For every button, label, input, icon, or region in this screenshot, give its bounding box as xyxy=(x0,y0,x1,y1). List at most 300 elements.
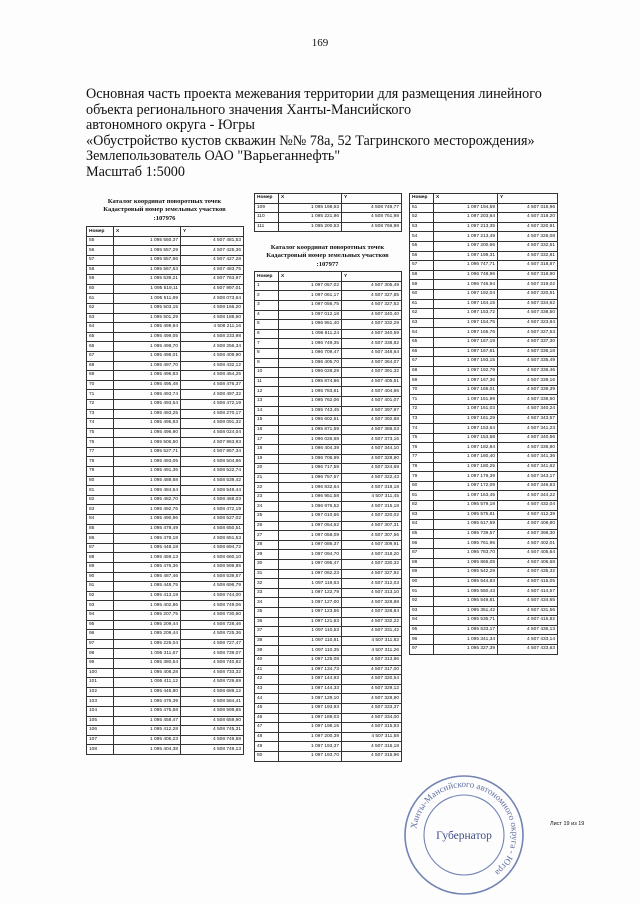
point-number: 57 xyxy=(410,261,434,271)
table-row xyxy=(255,377,402,387)
point-number: 75 xyxy=(87,428,114,438)
point-number: 7 xyxy=(255,339,279,349)
point-number: 5 xyxy=(255,320,279,330)
coordinate-x: 1 097 144,93 xyxy=(279,675,342,685)
table-row xyxy=(87,735,244,745)
coordinate-x: 1 095 406,23 xyxy=(114,735,181,745)
coordinate-y: 4 507 433,63 xyxy=(498,644,558,654)
table-row xyxy=(410,481,558,491)
point-number: 47 xyxy=(255,723,279,733)
point-number: 97 xyxy=(410,644,434,654)
point-number: 68 xyxy=(410,366,434,376)
header-line-4: «Обустройство кустов скважин №№ 78а, 52 Тагринского месторождения» xyxy=(86,132,535,149)
table-row xyxy=(87,476,244,486)
coordinate-x: 1 095 476,36 xyxy=(114,563,181,573)
point-number: 36 xyxy=(255,617,279,627)
table-row xyxy=(87,265,244,275)
point-number: 58 xyxy=(87,265,114,275)
point-number: 34 xyxy=(255,598,279,608)
point-number: 20 xyxy=(255,464,279,474)
column-header-y: Y xyxy=(498,194,558,204)
coordinate-y: 4 507 434,65 xyxy=(498,596,558,606)
point-number: 59 xyxy=(87,275,114,285)
point-number: 48 xyxy=(255,732,279,742)
point-number: 85 xyxy=(87,524,114,534)
point-number: 30 xyxy=(255,560,279,570)
point-number: 107 xyxy=(87,735,114,745)
coordinate-x: 1 095 225,04 xyxy=(114,639,181,649)
point-number: 79 xyxy=(410,472,434,482)
coordinate-x: 1 095 506,50 xyxy=(114,438,181,448)
coordinate-y: 4 507 324,69 xyxy=(342,464,402,474)
coordinate-y: 4 507 425,36 xyxy=(181,246,244,256)
table-row xyxy=(87,380,244,390)
point-number: 19 xyxy=(255,454,279,464)
point-number: 90 xyxy=(410,577,434,587)
coordinate-x: 1 095 479,49 xyxy=(114,524,181,534)
coordinate-y: 4 507 957,34 xyxy=(181,447,244,457)
coordinate-x: 1 097 179,39 xyxy=(434,472,498,482)
table-row xyxy=(410,289,558,299)
table-row xyxy=(87,419,244,429)
table-row xyxy=(87,716,244,726)
coordinate-y: 4 508 188,60 xyxy=(181,313,244,323)
coordinate-x: 1 095 783,70 xyxy=(434,548,498,558)
coordinate-y: 4 507 313,10 xyxy=(342,588,402,598)
table-row xyxy=(255,425,402,435)
coordinate-x: 1 097 054,62 xyxy=(279,521,342,531)
coordinate-y: 4 508 739,07 xyxy=(181,649,244,659)
point-number: 70 xyxy=(410,385,434,395)
coordinate-y: 4 508 733,32 xyxy=(181,668,244,678)
coordinate-x: 1 095 539,21 xyxy=(114,275,181,285)
point-number: 92 xyxy=(410,596,434,606)
table-row xyxy=(410,318,558,328)
point-number: 79 xyxy=(87,467,114,477)
point-number: 71 xyxy=(410,395,434,405)
point-number: 90 xyxy=(87,572,114,582)
coordinate-y: 4 507 320,51 xyxy=(498,289,558,299)
point-number: 35 xyxy=(255,608,279,618)
point-number: 93 xyxy=(87,601,114,611)
table-row xyxy=(87,457,244,467)
point-number: 84 xyxy=(410,520,434,530)
coordinate-y: 4 508 472,19 xyxy=(181,505,244,515)
point-number: 99 xyxy=(87,658,114,668)
table-row xyxy=(87,649,244,659)
coordinate-x: 1 097 061,17 xyxy=(279,291,342,301)
coordinate-x: 1 095 411,12 xyxy=(114,678,181,688)
coordinate-x: 1 097 110,81 xyxy=(279,636,342,646)
coordinate-x: 1 097 110,53 xyxy=(279,627,342,637)
table-row xyxy=(410,414,558,424)
table-row xyxy=(255,713,402,723)
coordinate-y: 4 508 539,42 xyxy=(181,476,244,486)
point-number: 41 xyxy=(255,665,279,675)
coordinate-y: 4 508 522,74 xyxy=(181,467,244,477)
coordinate-y: 4 508 073,64 xyxy=(181,294,244,304)
coordinate-x: 1 097 153,72 xyxy=(434,309,498,319)
coordinate-y: 4 507 317,00 xyxy=(342,665,402,675)
coordinate-y: 4 508 497,32 xyxy=(181,390,244,400)
point-number: 87 xyxy=(410,548,434,558)
table-header-row xyxy=(255,194,402,204)
coordinate-y: 4 507 336,80 xyxy=(498,443,558,453)
coordinate-y: 4 508 749,13 xyxy=(181,745,244,755)
column-header-y: Y xyxy=(342,272,402,282)
point-number: 89 xyxy=(410,568,434,578)
official-stamp xyxy=(401,772,527,898)
table-row xyxy=(255,665,402,675)
coordinate-y: 4 508 270,17 xyxy=(181,409,244,419)
point-number: 21 xyxy=(255,473,279,483)
point-number: 89 xyxy=(87,563,114,573)
coordinate-y: 4 508 432,12 xyxy=(181,361,244,371)
point-number: 13 xyxy=(255,396,279,406)
coordinate-y: 4 507 318,18 xyxy=(342,483,402,493)
coordinate-y: 4 507 307,56 xyxy=(342,531,402,541)
coordinate-y: 4 507 997,01 xyxy=(181,284,244,294)
point-number: 51 xyxy=(410,203,434,213)
table-row xyxy=(410,347,558,357)
coordinate-x: 1 096 026,68 xyxy=(279,435,342,445)
coordinate-x: 1 095 402,86 xyxy=(114,601,181,611)
table-row xyxy=(410,270,558,280)
table-row xyxy=(87,390,244,400)
coordinate-x: 1 095 550,37 xyxy=(114,236,181,246)
point-number: 82 xyxy=(87,495,114,505)
table-row xyxy=(87,505,244,515)
coordinate-y: 4 507 436,13 xyxy=(498,625,558,635)
point-number: 64 xyxy=(410,328,434,338)
coordinate-x: 1 095 533,17 xyxy=(434,625,498,635)
coordinate-x: 1 097 012,18 xyxy=(279,310,342,320)
table-row xyxy=(410,520,558,530)
coordinate-y: 4 508 651,53 xyxy=(181,534,244,544)
coordinate-y: 4 508 660,10 xyxy=(181,553,244,563)
coordinate-y: 4 508 696,79 xyxy=(181,582,244,592)
point-number: 18 xyxy=(255,444,279,454)
point-number: 50 xyxy=(255,751,279,761)
coordinate-x: 1 096 746,94 xyxy=(434,280,498,290)
coordinate-y: 4 508 659,90 xyxy=(181,716,244,726)
coordinate-y: 4 508 728,46 xyxy=(181,620,244,630)
table-row xyxy=(410,539,558,549)
table-row xyxy=(87,447,244,457)
coordinate-x: 1 097 122,79 xyxy=(279,588,342,598)
point-number: 12 xyxy=(255,387,279,397)
point-number: 77 xyxy=(410,453,434,463)
table-row xyxy=(255,588,402,598)
coordinate-x: 1 097 189,03 xyxy=(279,713,342,723)
table-row xyxy=(255,598,402,608)
point-number: 57 xyxy=(87,256,114,266)
header-line-5: Землепользователь ОАО "Варьеганнефть" xyxy=(86,148,341,165)
coordinate-x: 1 095 511,69 xyxy=(114,294,181,304)
table-row xyxy=(255,742,402,752)
coordinate-y: 4 508 549,44 xyxy=(181,486,244,496)
coordinate-y: 4 507 348,64 xyxy=(342,348,402,358)
coordinate-y: 4 507 327,85 xyxy=(342,291,402,301)
point-number: 69 xyxy=(410,376,434,386)
table-row xyxy=(255,435,402,445)
coordinate-x: 1 095 865,05 xyxy=(434,558,498,568)
point-number: 64 xyxy=(87,323,114,333)
coordinate-x: 1 097 062,23 xyxy=(279,569,342,579)
table-row xyxy=(87,515,244,525)
document-header xyxy=(86,87,566,181)
coordinate-y: 4 507 332,81 xyxy=(498,251,558,261)
coordinate-y: 4 508 751,98 xyxy=(342,213,402,223)
point-number: 15 xyxy=(255,416,279,426)
catalog-title-line: Каталог координат поворотных точек xyxy=(107,198,222,205)
coordinate-x: 1 097 094,70 xyxy=(279,550,342,560)
coordinate-y: 4 508 749,77 xyxy=(342,203,402,213)
point-number: 10 xyxy=(255,368,279,378)
coordinate-x: 1 097 163,45 xyxy=(434,491,498,501)
table-row xyxy=(410,299,558,309)
catalog-107977-continued xyxy=(409,193,557,655)
coordinate-x: 1 096 706,99 xyxy=(279,454,342,464)
coordinate-x: 1 097 161,03 xyxy=(434,405,498,415)
coordinate-x: 1 097 198,16 xyxy=(279,723,342,733)
coordinate-y: 4 507 435,32 xyxy=(498,568,558,578)
point-number: 85 xyxy=(410,529,434,539)
coordinate-x: 1 095 475,58 xyxy=(114,706,181,716)
table-row xyxy=(255,281,402,291)
table-row xyxy=(410,606,558,616)
coordinate-x: 1 095 743,45 xyxy=(279,406,342,416)
coordinate-y: 4 507 330,32 xyxy=(342,560,402,570)
coordinate-x: 1 096 832,64 xyxy=(279,483,342,493)
coordinate-y: 4 507 339,39 xyxy=(498,385,558,395)
point-number: 109 xyxy=(255,203,279,213)
point-number: 88 xyxy=(87,553,114,563)
coordinate-x: 1 097 010,66 xyxy=(279,512,342,522)
coordinate-y: 4 508 256,34 xyxy=(181,342,244,352)
coordinate-x: 1 095 311,67 xyxy=(114,649,181,659)
table-row xyxy=(87,256,244,266)
table-row xyxy=(410,616,558,626)
sheet-info: Лист 19 из 19 xyxy=(550,821,585,827)
coordinate-x: 1 095 617,59 xyxy=(434,520,498,530)
table-row xyxy=(410,529,558,539)
point-number: 54 xyxy=(410,232,434,242)
coordinate-x: 1 097 167,36 xyxy=(434,376,498,386)
point-number: 100 xyxy=(87,668,114,678)
coordinate-x: 1 095 871,59 xyxy=(279,425,342,435)
coordinate-x: 1 095 493,25 xyxy=(114,409,181,419)
coordinate-x: 1 096 748,96 xyxy=(434,270,498,280)
table-row xyxy=(255,617,402,627)
point-number: 110 xyxy=(255,213,279,223)
coordinate-x: 1 095 550,43 xyxy=(434,587,498,597)
coordinate-x: 1 095 557,96 xyxy=(114,256,181,266)
point-number: 61 xyxy=(87,294,114,304)
table-row xyxy=(255,348,402,358)
coordinate-x: 1 095 458,47 xyxy=(114,716,181,726)
point-number: 61 xyxy=(410,299,434,309)
coordinate-x: 1 097 121,63 xyxy=(279,617,342,627)
table-row xyxy=(87,428,244,438)
coordinate-x: 1 095 490,96 xyxy=(114,515,181,525)
table-row xyxy=(87,399,244,409)
catalog-title-line: :107976 xyxy=(153,214,176,222)
coordinate-y: 4 507 329,12 xyxy=(342,684,402,694)
coordinate-y: 4 507 763,97 xyxy=(181,275,244,285)
column-header-x: X xyxy=(114,227,181,237)
table-row xyxy=(255,291,402,301)
coordinates-table xyxy=(86,226,244,755)
point-number: 3 xyxy=(255,301,279,311)
table-row xyxy=(87,572,244,582)
coordinate-y: 4 508 725,36 xyxy=(181,630,244,640)
point-number: 59 xyxy=(410,280,434,290)
coordinate-x: 1 095 501,29 xyxy=(114,313,181,323)
point-number: 33 xyxy=(255,588,279,598)
table-row xyxy=(410,357,558,367)
coordinate-y: 4 507 323,84 xyxy=(498,318,558,328)
point-number: 42 xyxy=(255,675,279,685)
coordinate-x: 1 095 198,63 xyxy=(279,203,342,213)
point-number: 76 xyxy=(87,438,114,448)
table-row xyxy=(87,284,244,294)
table-row xyxy=(87,591,244,601)
coordinate-y: 4 507 391,32 xyxy=(342,368,402,378)
point-number: 56 xyxy=(87,246,114,256)
table-row xyxy=(87,745,244,755)
point-number: 111 xyxy=(255,222,279,232)
coordinate-y: 4 507 312,03 xyxy=(342,579,402,589)
coordinate-y: 4 508 024,04 xyxy=(181,428,244,438)
table-row xyxy=(87,313,244,323)
table-row xyxy=(255,579,402,589)
point-number: 80 xyxy=(410,481,434,491)
coordinate-x: 1 095 412,28 xyxy=(114,726,181,736)
table-row xyxy=(87,409,244,419)
coordinate-y: 4 508 740,82 xyxy=(181,658,244,668)
table-row xyxy=(255,339,402,349)
coordinate-y: 4 508 468,03 xyxy=(181,495,244,505)
point-number: 1 xyxy=(255,281,279,291)
coordinate-x: 1 095 579,18 xyxy=(434,501,498,511)
column-header-y: Y xyxy=(342,194,402,204)
coordinate-x: 1 097 193,93 xyxy=(279,703,342,713)
point-number: 102 xyxy=(87,687,114,697)
point-number: 95 xyxy=(87,620,114,630)
table-row xyxy=(410,251,558,261)
point-number: 67 xyxy=(87,351,114,361)
table-row xyxy=(255,203,402,213)
coordinate-x: 1 097 161,99 xyxy=(434,395,498,405)
catalog-107977 xyxy=(254,244,401,762)
point-number: 72 xyxy=(410,405,434,415)
coordinate-x: 1 095 221,96 xyxy=(279,213,342,223)
coordinate-x: 1 095 549,81 xyxy=(434,596,498,606)
table-row xyxy=(255,329,402,339)
table-row xyxy=(87,582,244,592)
header-line-1: Основная часть проекта межевания территории для размещения линейного xyxy=(86,86,542,102)
point-number: 38 xyxy=(255,636,279,646)
coordinate-y: 4 507 344,10 xyxy=(342,444,402,454)
coordinate-x: 1 096 749,35 xyxy=(279,339,342,349)
table-header-row xyxy=(255,272,402,282)
table-row xyxy=(410,337,558,347)
coordinate-x: 1 095 482,70 xyxy=(114,495,181,505)
coordinates-table xyxy=(254,193,402,232)
point-number: 29 xyxy=(255,550,279,560)
coordinate-x: 1 095 739,57 xyxy=(434,529,498,539)
point-number: 108 xyxy=(87,745,114,755)
coordinate-y: 4 507 332,29 xyxy=(342,320,402,330)
coordinates-table xyxy=(409,193,558,655)
table-row xyxy=(87,438,244,448)
table-row xyxy=(410,625,558,635)
coordinate-y: 4 507 331,42 xyxy=(342,627,402,637)
table-row xyxy=(87,687,244,697)
table-row xyxy=(410,261,558,271)
table-row xyxy=(87,620,244,630)
coordinate-x: 1 096 757,57 xyxy=(279,473,342,483)
coordinate-y: 4 507 336,18 xyxy=(498,347,558,357)
table-row xyxy=(87,332,244,342)
table-row xyxy=(87,303,244,313)
coordinate-x: 1 097 058,09 xyxy=(279,531,342,541)
table-row xyxy=(410,462,558,472)
point-number: 74 xyxy=(410,424,434,434)
coordinate-x: 1 097 144,33 xyxy=(279,684,342,694)
table-row xyxy=(410,568,558,578)
coordinate-y: 4 507 483,75 xyxy=(181,265,244,275)
coordinate-y: 4 507 319,02 xyxy=(498,280,558,290)
coordinate-x: 1 095 496,90 xyxy=(114,428,181,438)
coordinate-y: 4 507 311,45 xyxy=(342,492,402,502)
coordinate-x: 1 097 200,66 xyxy=(434,241,498,251)
point-number: 91 xyxy=(410,587,434,597)
coordinate-y: 4 508 727,47 xyxy=(181,639,244,649)
point-number: 6 xyxy=(255,329,279,339)
coordinate-x: 1 095 499,94 xyxy=(114,323,181,333)
table-row xyxy=(255,492,402,502)
coordinate-x: 1 095 493,54 xyxy=(114,399,181,409)
catalog-107976-continued xyxy=(254,193,401,232)
coordinate-y: 4 508 454,25 xyxy=(181,371,244,381)
point-number: 104 xyxy=(87,706,114,716)
table-row xyxy=(410,395,558,405)
coordinate-y: 4 507 338,50 xyxy=(498,395,558,405)
column-header-number: Номер xyxy=(255,272,279,282)
coordinate-x: 1 095 200,53 xyxy=(279,222,342,232)
coordinate-y: 4 508 749,58 xyxy=(181,735,244,745)
coordinate-x: 1 097 200,39 xyxy=(279,732,342,742)
coordinate-y: 4 508 409,90 xyxy=(181,351,244,361)
table-row xyxy=(410,376,558,386)
page-number: 169 xyxy=(311,37,329,49)
table-row xyxy=(410,232,558,242)
table-row xyxy=(87,495,244,505)
point-number: 91 xyxy=(87,582,114,592)
point-number: 78 xyxy=(410,462,434,472)
coordinate-y: 4 507 328,90 xyxy=(342,694,402,704)
coordinate-y: 4 508 539,57 xyxy=(181,572,244,582)
coordinate-x: 1 097 180,40 xyxy=(434,453,498,463)
coordinate-x: 1 097 182,84 xyxy=(434,443,498,453)
catalog-title-line: Каталог координат поворотных точек xyxy=(270,244,385,251)
table-row xyxy=(87,294,244,304)
table-row xyxy=(255,655,402,665)
point-number: 101 xyxy=(87,678,114,688)
coordinate-y: 4 507 427,28 xyxy=(181,256,244,266)
